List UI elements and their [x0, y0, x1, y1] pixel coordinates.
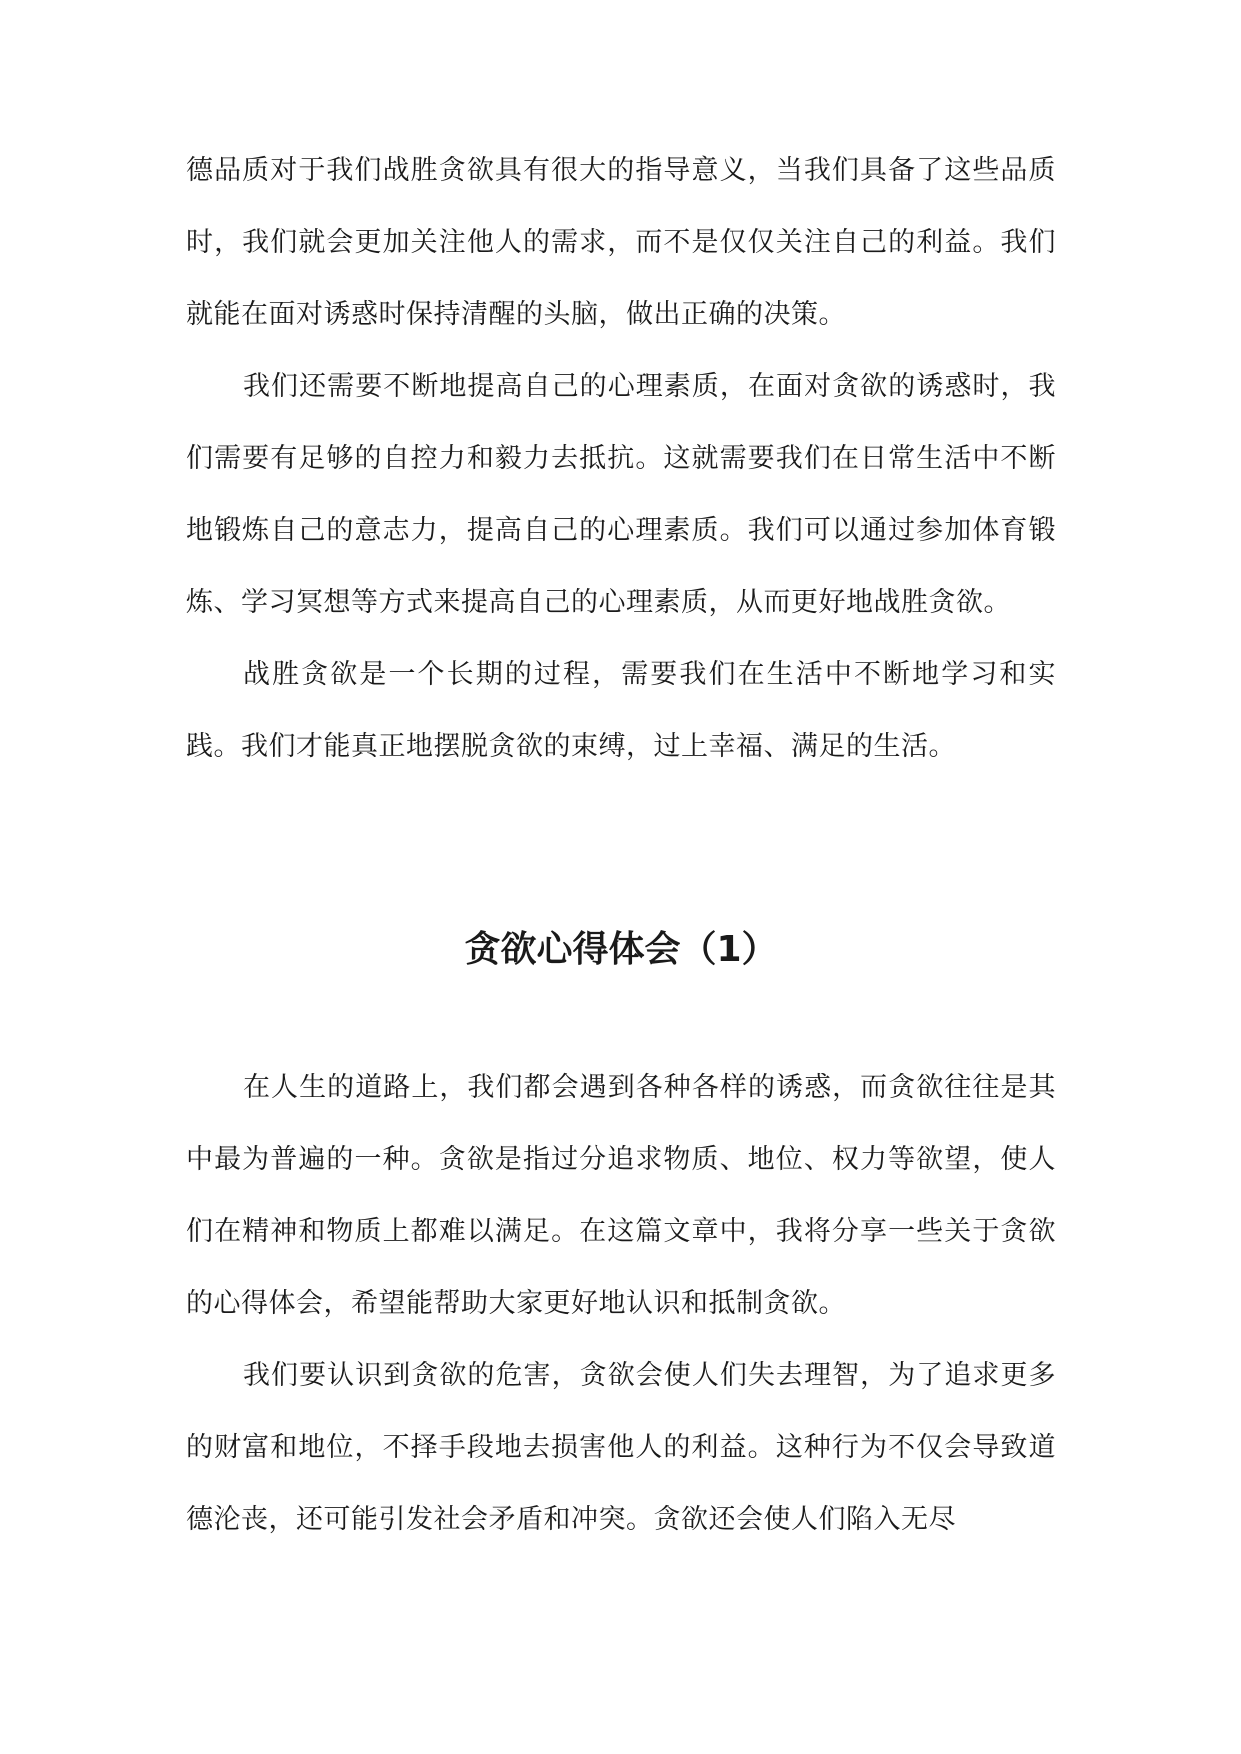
- paragraph-introduction: 在人生的道路上，我们都会遇到各种各样的诱惑，而贪欲往往是其中最为普遍的一种。贪欲是指过分追求物质、地位、权力等欲望，使人们在精神和物质上都难以满足。在这篇文章中，我将分享一些关于贪欲的心得体会，希望能帮助大家更好地认识和抵制贪欲。: [186, 1072, 1056, 1319]
- paragraph-psychological-quality: 我们还需要不断地提高自己的心理素质，在面对贪欲的诱惑时，我们需要有足够的自控力和毅力去抵抗。这就需要我们在日常生活中不断地锻炼自己的意志力，提高自己的心理素质。我们可以通过参加体育锻炼、学习冥想等方式来提高自己的心理素质，从而更好地战胜贪欲。: [186, 371, 1056, 618]
- text-block-continued: [186, 135, 1056, 783]
- paragraph-continued: 德品质对于我们战胜贪欲具有很大的指导意义，当我们具备了这些品质时，我们就会更加关注他人的需求，而不是仅仅关注自己的利益。我们就能在面对诱惑时保持清醒的头脑，做出正确的决策。: [186, 155, 1056, 330]
- text-block-section: [186, 1052, 1056, 1556]
- paragraph-harm: 我们要认识到贪欲的危害，贪欲会使人们失去理智，为了追求更多的财富和地位，不择手段地去损害他人的利益。这种行为不仅会导致道德沦丧，还可能引发社会矛盾和冲突。贪欲还会使人们陷入无尽: [186, 1360, 1056, 1535]
- paragraph-conclusion: 战胜贪欲是一个长期的过程，需要我们在生活中不断地学习和实践。我们才能真正地摆脱贪欲的束缚，过上幸福、满足的生活。: [186, 659, 1056, 762]
- section-title: 贪欲心得体会（1）: [464, 929, 778, 970]
